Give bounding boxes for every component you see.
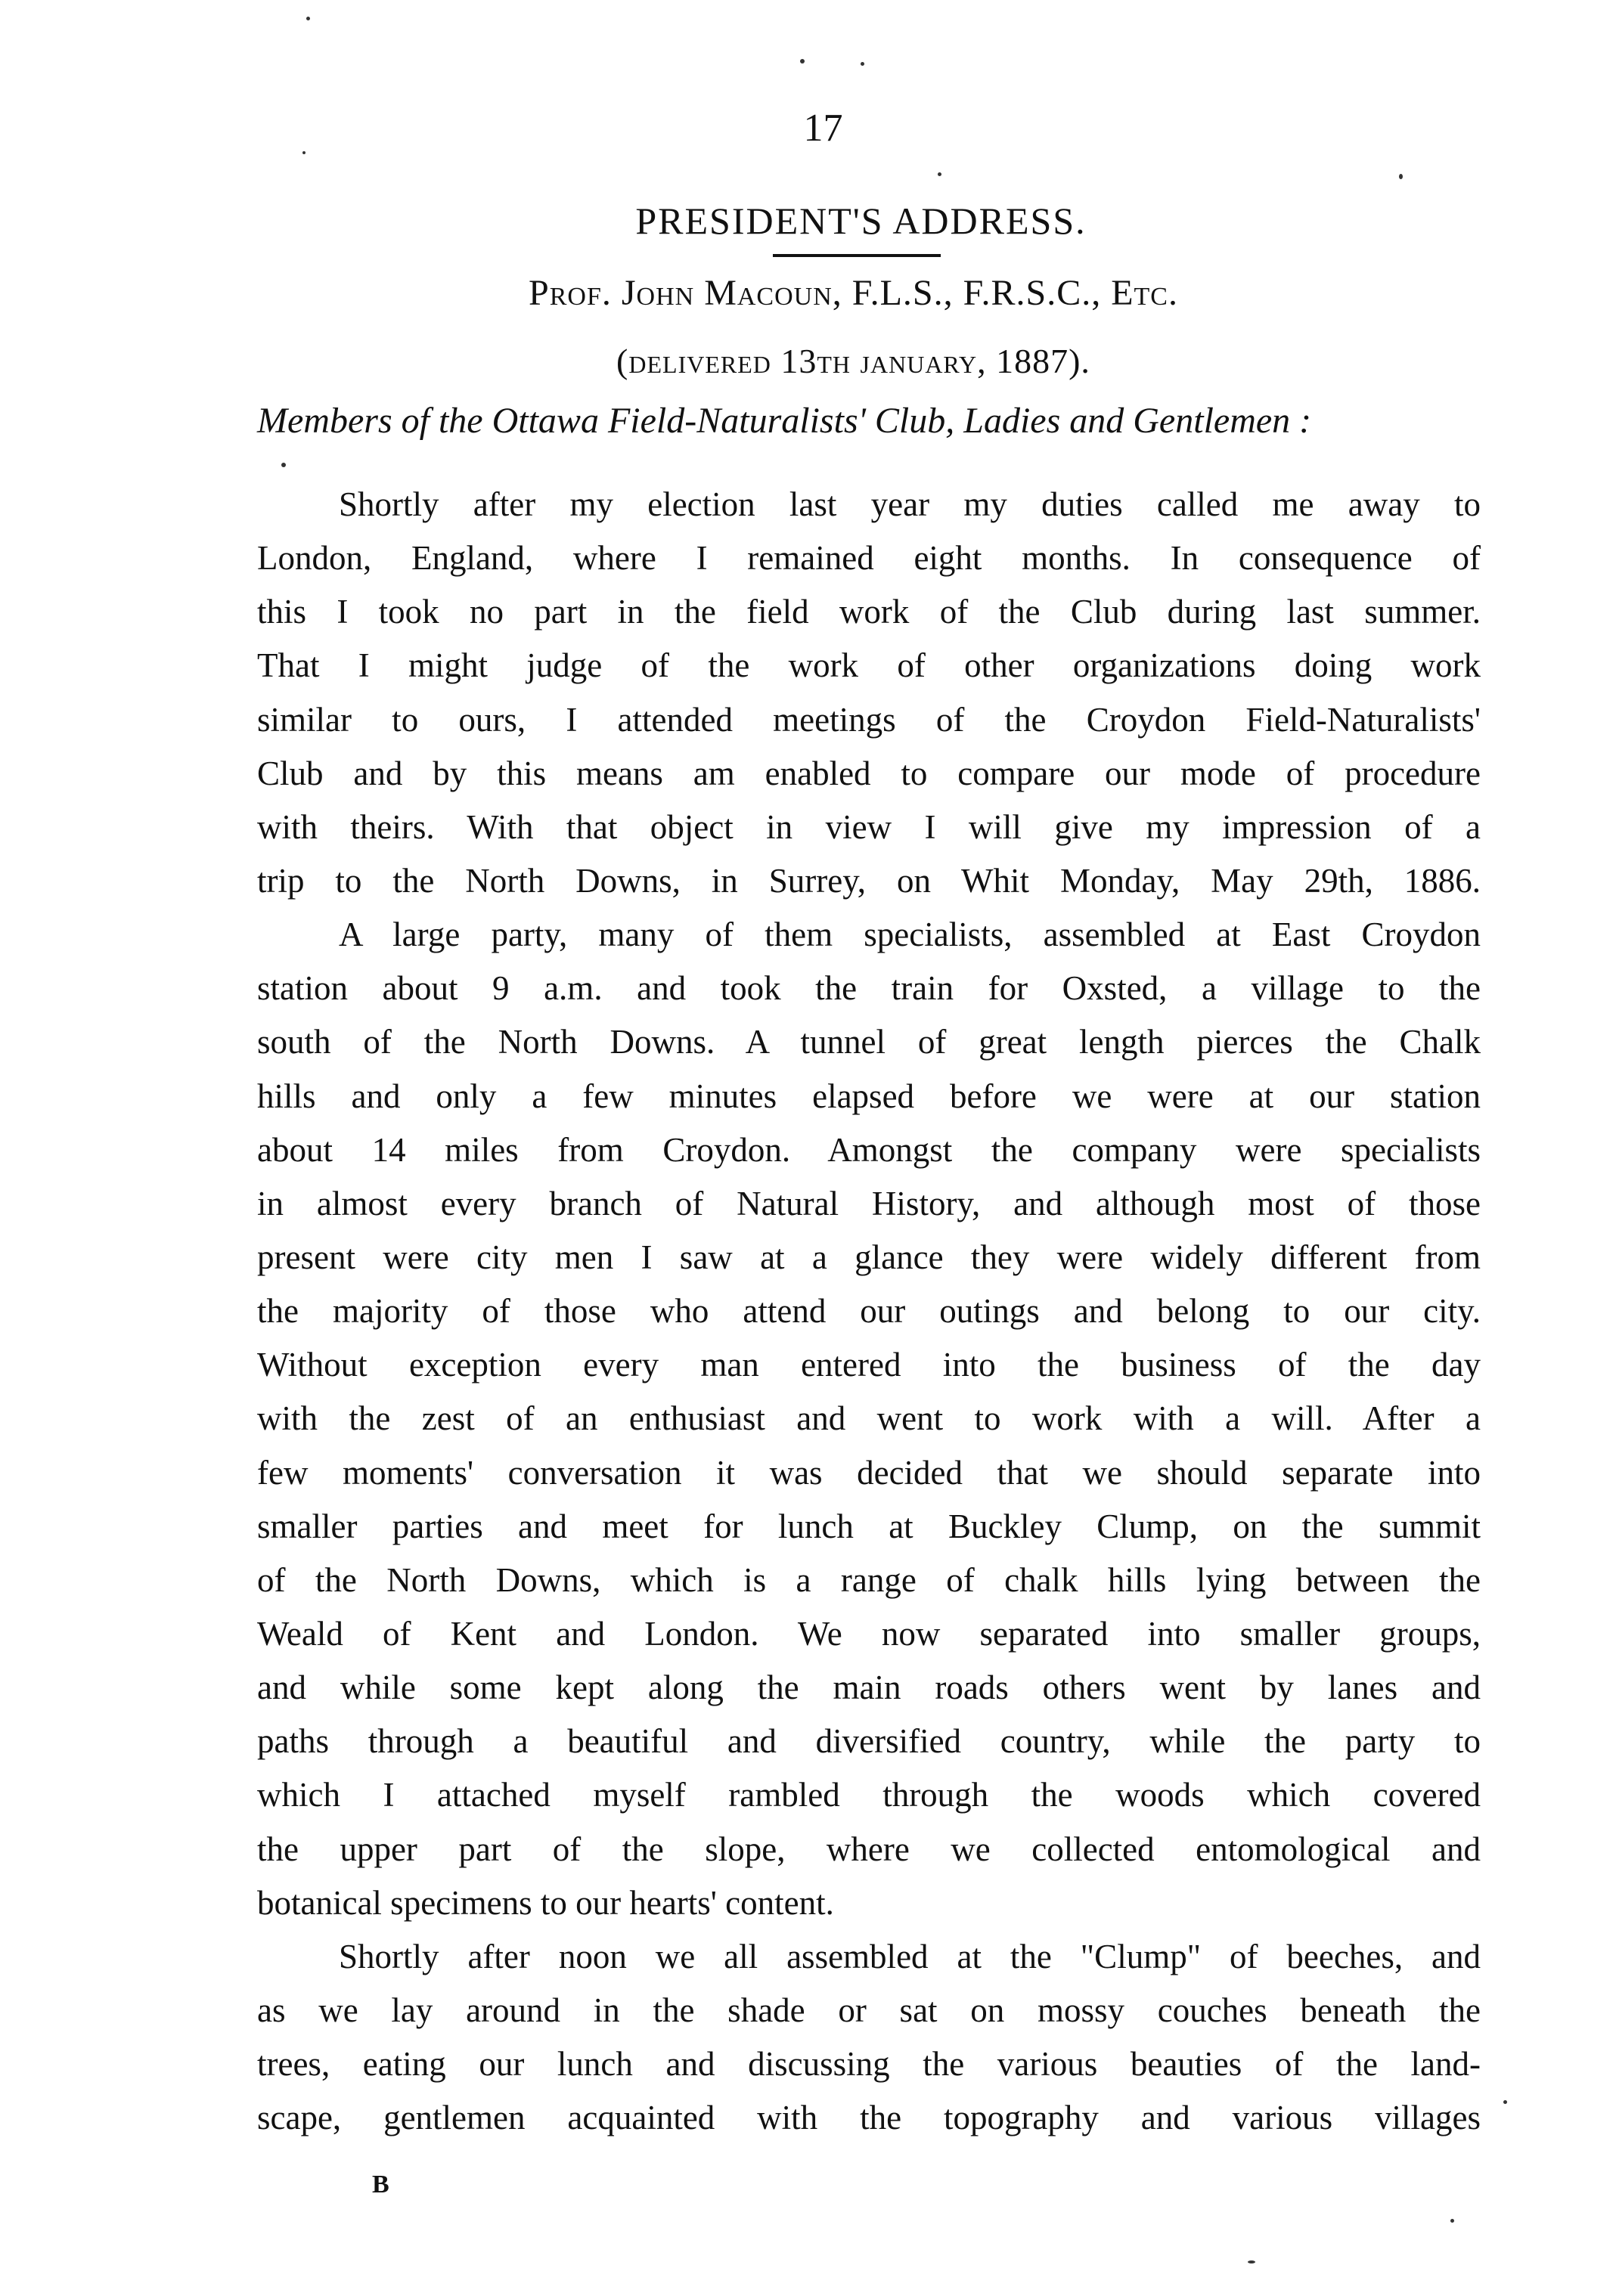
text-line: London, England, where I remained eight months. In consequence of — [257, 539, 1481, 578]
scan-speck — [1399, 174, 1403, 179]
scan-speck — [938, 172, 941, 176]
scan-speck — [1503, 2100, 1507, 2104]
scan-speck — [281, 463, 286, 467]
text-line: Shortly after my election last year my duties called me away to — [339, 485, 1481, 523]
author-line: Prof. John Macoun, F.L.S., F.R.S.C., Etc. — [529, 273, 1178, 313]
text-line: and while some kept along the main roads others went by lanes and — [257, 1669, 1481, 1707]
text-line: about 14 miles from Croydon. Amongst the company were specialists — [257, 1130, 1481, 1169]
body-text — [257, 478, 1481, 2145]
text-line: Club and by this means am enabled to compare our mode of procedure — [257, 754, 1481, 792]
scan-speck — [800, 59, 805, 64]
text-line: trip to the North Downs, in Surrey, on Whit Monday, May 29th, 1886. — [257, 861, 1481, 900]
text-line: this I took no part in the field work of the Club during last summer. — [257, 593, 1481, 631]
text-line: Without exception every man entered into the business of the day — [257, 1346, 1481, 1384]
text-line: trees, eating our lunch and discussing the various beauties of the land- — [257, 2045, 1481, 2084]
title-rule — [773, 254, 941, 257]
delivery-date-line: (delivered 13th january, 1887). — [616, 342, 1090, 380]
text-line: A large party, many of them specialists, assembled at East Croydon — [339, 916, 1481, 954]
text-line: the upper part of the slope, where we collected entomological and — [257, 1830, 1481, 1868]
scan-speck — [1248, 2260, 1255, 2263]
text-line: present were city men I saw at a glance they were widely different from — [257, 1238, 1481, 1276]
text-line: in almost every branch of Natural History, and although most of those — [257, 1184, 1481, 1222]
text-line: south of the North Downs. A tunnel of great length pierces the Chalk — [257, 1023, 1481, 1061]
text-line: of the North Downs, which is a range of chalk hills lying between the — [257, 1560, 1481, 1599]
text-line: paths through a beautiful and diversified country, while the party to — [257, 1722, 1481, 1761]
text-line: smaller parties and meet for lunch at Buckley Clump, on the summit — [257, 1507, 1481, 1545]
text-line: scape, gentlemen acquainted with the topography and various villages — [257, 2099, 1481, 2137]
page-title: PRESIDENT'S ADDRESS. — [635, 200, 1087, 242]
text-line: as we lay around in the shade or sat on mossy couches beneath the — [257, 1991, 1481, 2029]
text-line: with theirs. With that object in view I will give my impression of a — [257, 807, 1481, 846]
text-line: the majority of those who attend our outings and belong to our city. — [257, 1292, 1481, 1331]
text-line: Shortly after noon we all assembled at the "Clump" of beeches, and — [339, 1937, 1481, 1975]
text-line: station about 9 a.m. and took the train for Oxsted, a village to the — [257, 969, 1481, 1008]
text-line: few moments' conversation it was decided that we should separate into — [257, 1453, 1481, 1492]
scan-speck — [306, 17, 310, 20]
text-line: hills and only a few minutes elapsed before we were at our station — [257, 1077, 1481, 1115]
text-line: which I attached myself rambled through the woods which covered — [257, 1776, 1481, 1814]
signature-mark: B — [372, 2171, 389, 2198]
text-line: with the zest of an enthusiast and went to work with a will. After a — [257, 1399, 1481, 1438]
text-line: botanical specimens to our hearts' content. — [257, 1883, 834, 1922]
scan-speck — [302, 151, 306, 154]
page-number: 17 — [803, 107, 843, 150]
text-line: Weald of Kent and London. We now separated into smaller groups, — [257, 1614, 1481, 1653]
salutation: Members of the Ottawa Field-Naturalists' Club, Ladies and Gentlemen : — [257, 401, 1312, 441]
text-line: That I might judge of the work of other organizations doing work — [257, 646, 1481, 685]
scan-speck — [1450, 2219, 1454, 2223]
text-line: similar to ours, I attended meetings of the Croydon Field-Naturalists' — [257, 700, 1481, 739]
scan-speck — [861, 62, 864, 66]
